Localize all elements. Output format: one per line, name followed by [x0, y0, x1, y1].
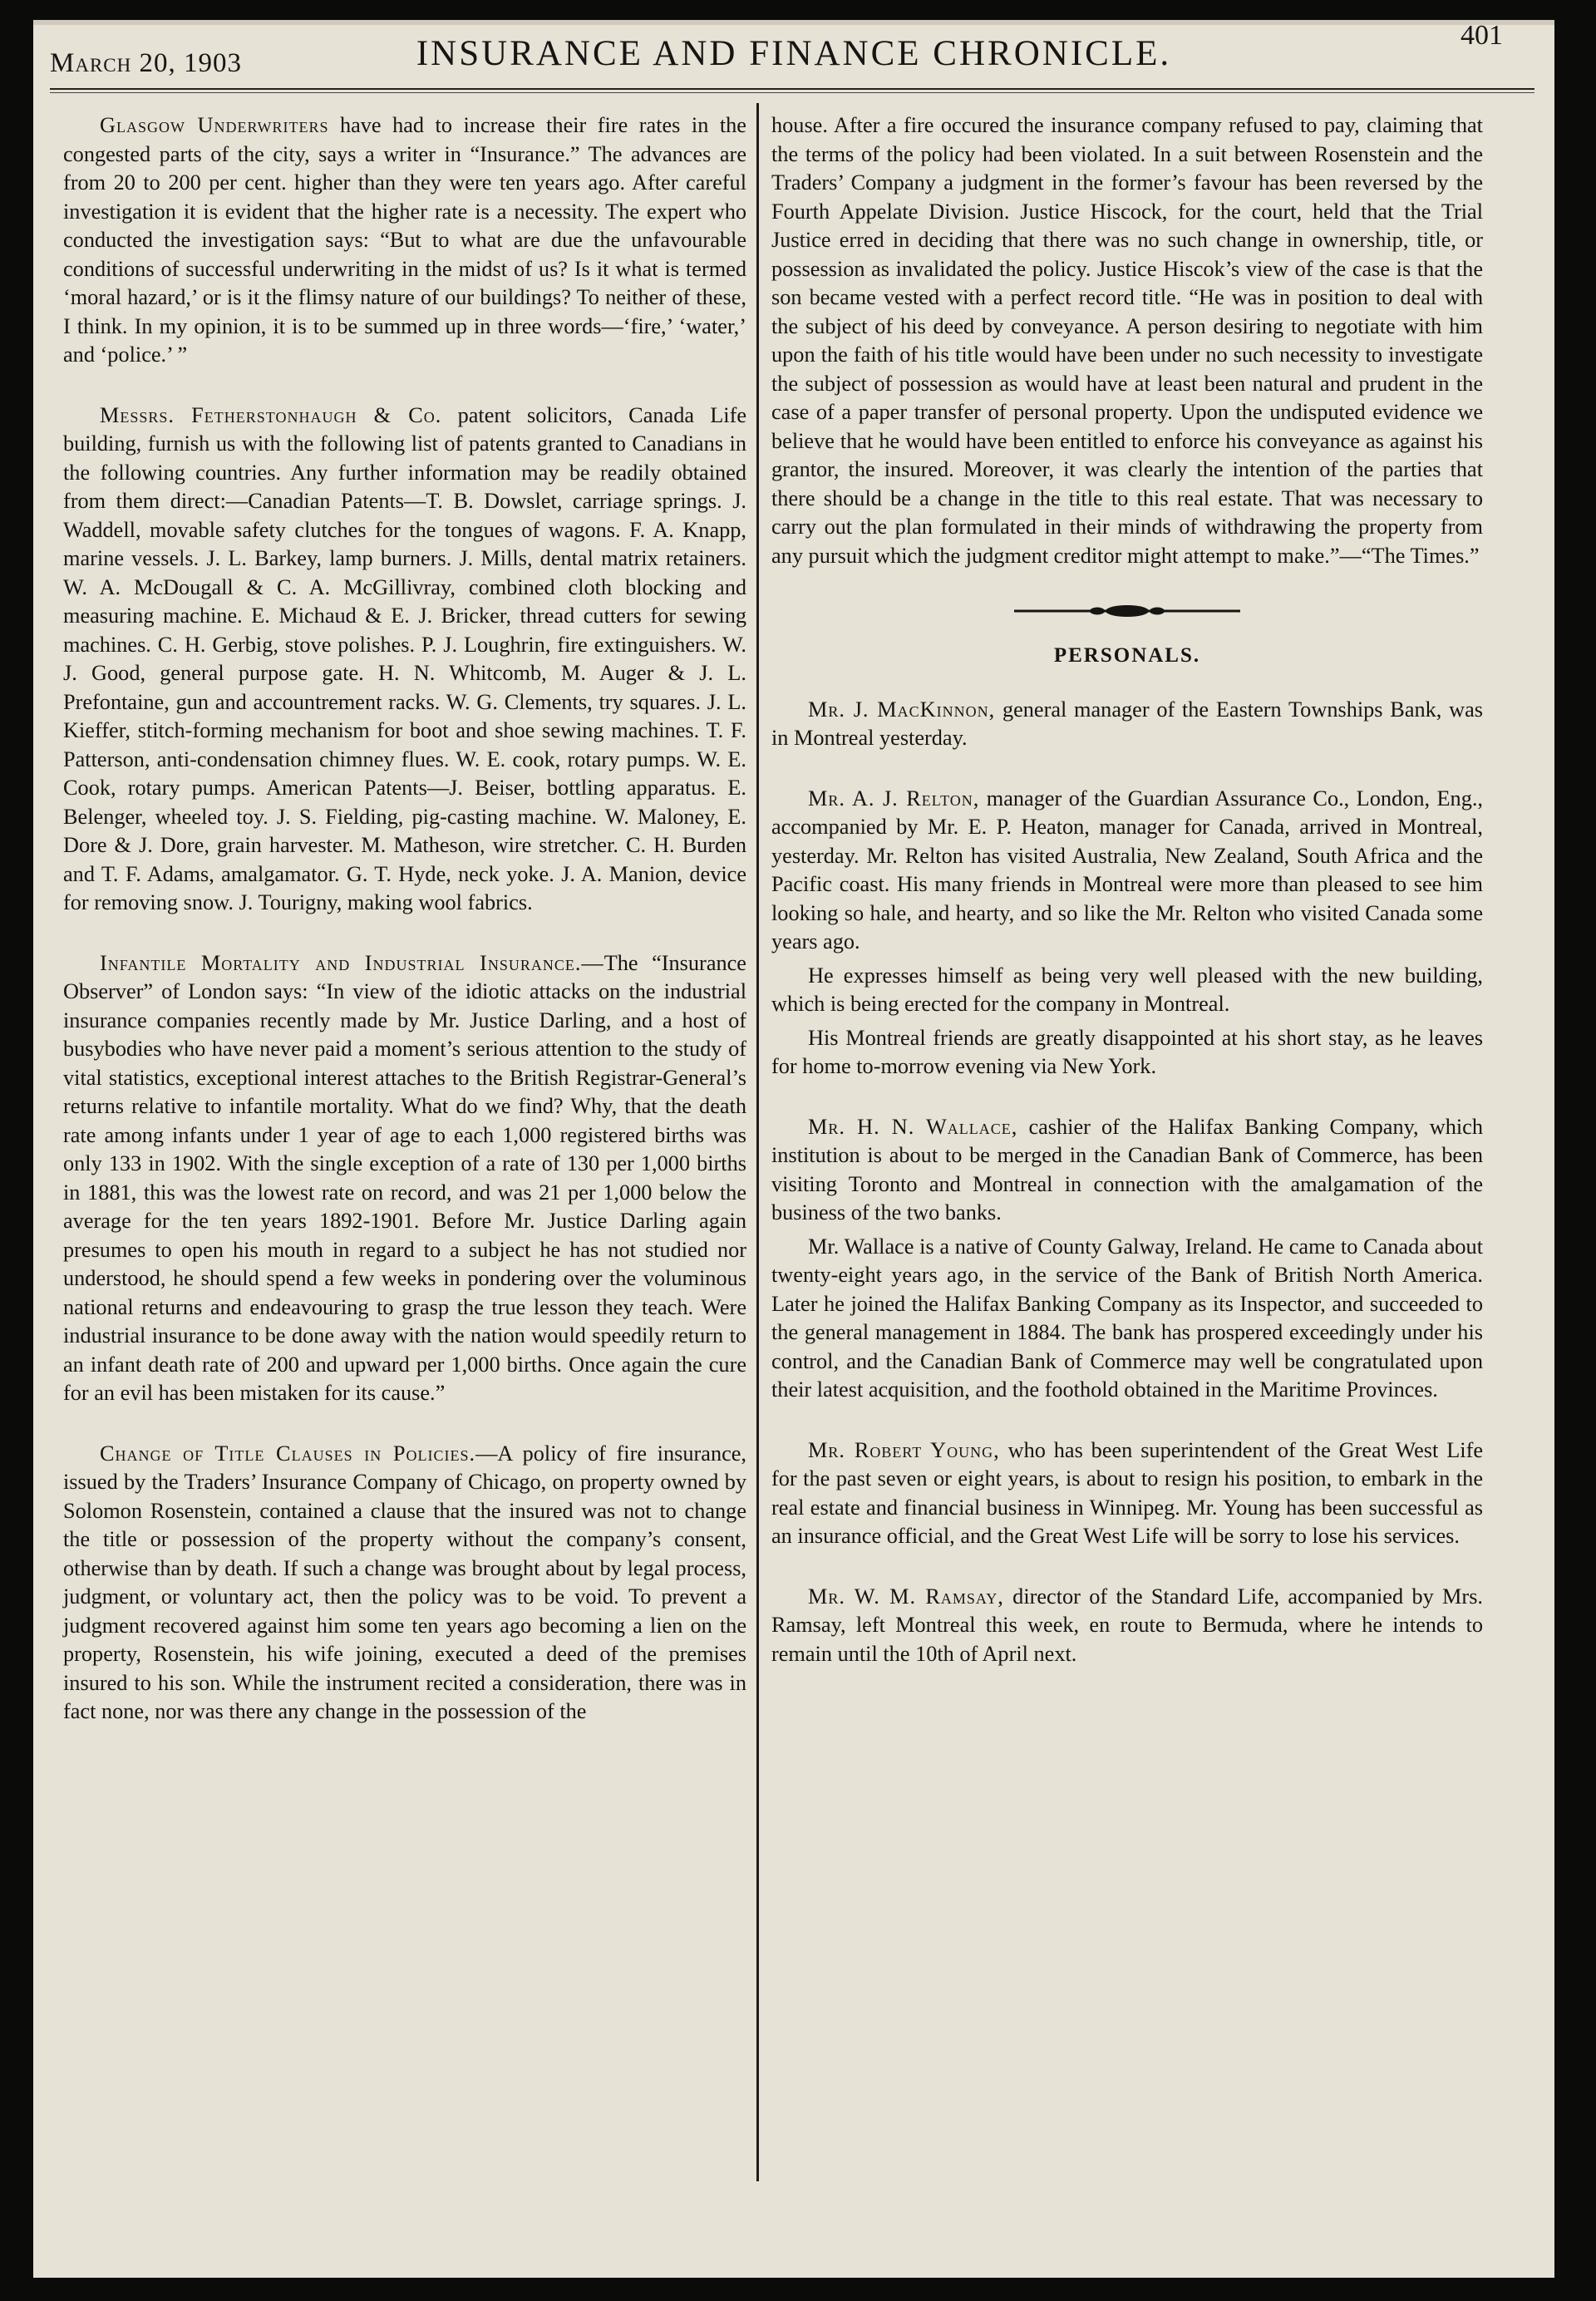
- article-lead: Messrs. Fetherstonhaugh & Co.: [100, 402, 442, 427]
- article-body: —A policy of fire insurance, issued by the Traders’ Insurance Company of Chicago, on property owned by Solomon Rosenstein, contained a clause that the insured was not to change the title or possession of the property without the company’s consent, otherwise than by death. If such a change was brought about by legal process, judgment, or voluntary act, then the policy was to be void. To prevent a judgment recovered against him some ten years ago becoming a lien on the property, Rosenstein, his wife joining, executed a deed of the premises insured to his son. While the instrument recited a consideration, there was in fact none, nor was there any change in the possession of the: [63, 1441, 747, 1723]
- person-name: Mr. W. M. Ramsay,: [808, 1584, 1004, 1609]
- header-rule: [50, 88, 1534, 93]
- page-header: [33, 20, 1554, 86]
- right-column: [771, 111, 1483, 1700]
- article-body: have had to increase their fire rates in the congested parts of the city, says a writer in “Insurance.” The advances are from 20 to 200 per cent. higher than they were ten years ago. After careful investigation it is evident that the higher rate is a necessity. The expert who conducted the investigation says: “But to what are due the unfavourable conditions of successful underwriting in the midst of us? Is it what is termed ‘moral hazard,’ or is it the flimsy nature of our buildings? To neither of these, I think. In my opinion, it is to be summed up in three words—‘fire,’ ‘water,’ and ‘police.’ ”: [63, 113, 746, 367]
- article-lead: Glasgow Underwriters: [100, 113, 329, 137]
- newspaper-page: [33, 20, 1554, 2278]
- person-name: Mr. H. N. Wallace,: [808, 1114, 1018, 1139]
- personal-wallace: [771, 1113, 1483, 1228]
- issue-date: March 20, 1903: [50, 48, 242, 78]
- article-lead: Change of Title Clauses in Policies.: [100, 1441, 476, 1466]
- person-name: Mr. J. MacKinnon,: [808, 697, 996, 722]
- article-glasgow-underwriters: [63, 111, 746, 370]
- personal-relton: [771, 785, 1483, 957]
- article-title-clauses-continued: house. After a fire occured the insurance company refused to pay, claiming that the terms of the policy had been violated. In a suit between Rosenstein and the Traders’ Company a judgment in the former’s favour has been reversed by the Fourth Appelate Division. Justice Hiscock, for the court, held that the Trial Justice erred in deciding that there was no such change in ownership, title, or possession as invalidated the policy. Justice Hiscok’s view of the case is that the son became vested with a perfect record title. “He was in position to deal with the subject of his deed by conveyance. A person desiring to negotiate with him upon the faith of his title would have been under no such necessity to investigate the subject of possession as would have at least been natural and prudent in the case of a paper transfer of personal property. Upon the undisputed evidence we believe that he would have been entitled to enforce his conveyance as against his grantor, the insured. Moreover, it was clearly the intention of the parties that there should be a change in the title to this real estate. That was necessary to carry out the plan formulated in their minds of withdrawing the property from any pursuit which the judgment creditor might attempt to make.”—“The Times.”: [771, 113, 1483, 568]
- article-body: The “Insurance Observer” of London says: “In view of the idiotic attacks on the industrial insurance companies recently made by Mr. Justice Darling, and a host of busybodies who have never paid a moment’s serious attention to the study of vital statistics, exceptional interest attaches to the British Registrar-General’s returns relative to infantile mortality. What do we find? Why, that the death rate among infants under 1 year of age to each 1,000 registered births was only 133 in 1902. With the single exception of a rate of 130 per 1,000 births in 1881, this was the lowest rate on record, and was 21 per 1,000 below the average for the ten years 1892-1901. Before Mr. Justice Darling again presumes to open his mouth in regard to a subject he has not studied nor understood, he should spend a few weeks in pondering over the voluminous national returns and endeavouring to grasp the true lesson they teach. Were industrial insurance to be done away with the nation would speedily return to an infant death rate of 200 and upward per 1,000 births. Once again the cure for an evil has been mistaken for its cause.”: [63, 950, 746, 1405]
- personal-body: who has been superintendent of the Great West Life for the past seven or eight years, is about to resign his position, to embark in the real estate and financial business in Winnipeg. Mr. Young has been successful as an insurance official, and the Great West Life will be sorry to lose his services.: [771, 1437, 1484, 1548]
- section-ornament: [1011, 602, 1244, 620]
- personal-body: director of the Standard Life, accompanied by Mrs. Ramsay, left Montreal this week, en route to Bermuda, where he intends to remain until the 10th of April next.: [771, 1584, 1484, 1666]
- page-number: 401: [1461, 20, 1503, 51]
- personal-relton-p3: His Montreal friends are greatly disappointed at his short stay, as he leaves for home to-morrow evening via New York.: [771, 1025, 1483, 1078]
- column-divider: [756, 103, 759, 2181]
- personal-body: manager of the Guardian Assurance Co., London, Eng., accompanied by Mr. E. P. Heaton, manager for Canada, arrived in Montreal, yesterday. Mr. Relton has visited Australia, New Zealand, South Africa and the Pacific coast. His many friends in Montreal were more than pleased to see him looking so hale, and hearty, and so like the Mr. Relton who visited Canada some years ago.: [771, 786, 1483, 953]
- article-lead: Infantile Mortality and Industrial Insurance.—: [100, 950, 604, 975]
- person-name: Mr. Robert Young,: [808, 1437, 1000, 1462]
- person-name: Mr. A. J. Relton,: [808, 786, 980, 811]
- personal-body: general manager of the Eastern Townships Bank, was in Montreal yesterday.: [771, 697, 1483, 750]
- article-title-clauses: [63, 1440, 746, 1727]
- personal-wallace-p2: Mr. Wallace is a native of County Galway, Ireland. He came to Canada about twenty-eight years ago, in the service of the Bank of British North America. Later he joined the Halifax Banking Company as its Inspector, and succeeded to the general management in 1884. The bank has prospered exceedingly under his control, and the Canadian Bank of Commerce may well be congratulated upon their latest acquisition, and the foothold obtained in the Maritime Provinces.: [771, 1234, 1483, 1402]
- personal-body: cashier of the Halifax Banking Company, which institution is about to be merged in the Canadian Bank of Commerce, has been visiting Toronto and Montreal in connection with the amalgamation of the business of the two banks.: [771, 1114, 1483, 1224]
- personal-relton-p2: He expresses himself as being very well pleased with the new building, which is being erected for the company in Montreal.: [771, 963, 1483, 1016]
- left-column: [63, 111, 746, 1758]
- article-body: patent solicitors, Canada Life building, furnish us with the following list of patents granted to Canadians in the following countries. Any further information may be readily obtained from them direct:—Canadian Patents—T. B. Dowslet, carriage springs. J. Waddell, movable safety clutches for the tongues of wagons. F. A. Knapp, marine vessels. J. L. Barkey, lamp burners. J. Mills, dental matrix retainers. W. A. McDougall & C. A. McGillivray, combined cloth blocking and measuring machine. E. Michaud & E. J. Bricker, thread cutters for sewing machines. C. H. Gerbig, stove polishes. P. J. Loughrin, fire extinguishers. W. J. Good, general purpose gate. H. N. Whitcomb, M. Auger & J. L. Prefontaine, gun and accountrement racks. W. G. Clements, try squares. J. L. Kieffer, stitch-forming mechanism for boot and shoe sewing machines. T. F. Patterson, anti-condensation chimney flues. W. E. cook, rotary pumps. W. E. Cook, rotary pumps. American Patents—J. Beiser, bottling apparatus. E. Belenger, wheeled toy. J. S. Fielding, pig-casting machine. W. Maloney, E. Dore & J. Dore, grain harvester. M. Matheson, wire stretcher. C. H. Burden and T. F. Adams, amalgamator. G. T. Hyde, neck yoke. J. A. Manion, device for removing snow. J. Tourigny, making wool fabrics.: [63, 402, 746, 914]
- personal-mackinnon: [771, 696, 1483, 753]
- publication-title: INSURANCE AND FINANCE CHRONICLE.: [416, 34, 1172, 73]
- article-infantile-mortality: [63, 949, 746, 1408]
- article-patents: [63, 402, 746, 918]
- personals-heading: PERSONALS.: [1053, 644, 1201, 667]
- personal-young: [771, 1436, 1483, 1551]
- personal-ramsay: [771, 1583, 1483, 1669]
